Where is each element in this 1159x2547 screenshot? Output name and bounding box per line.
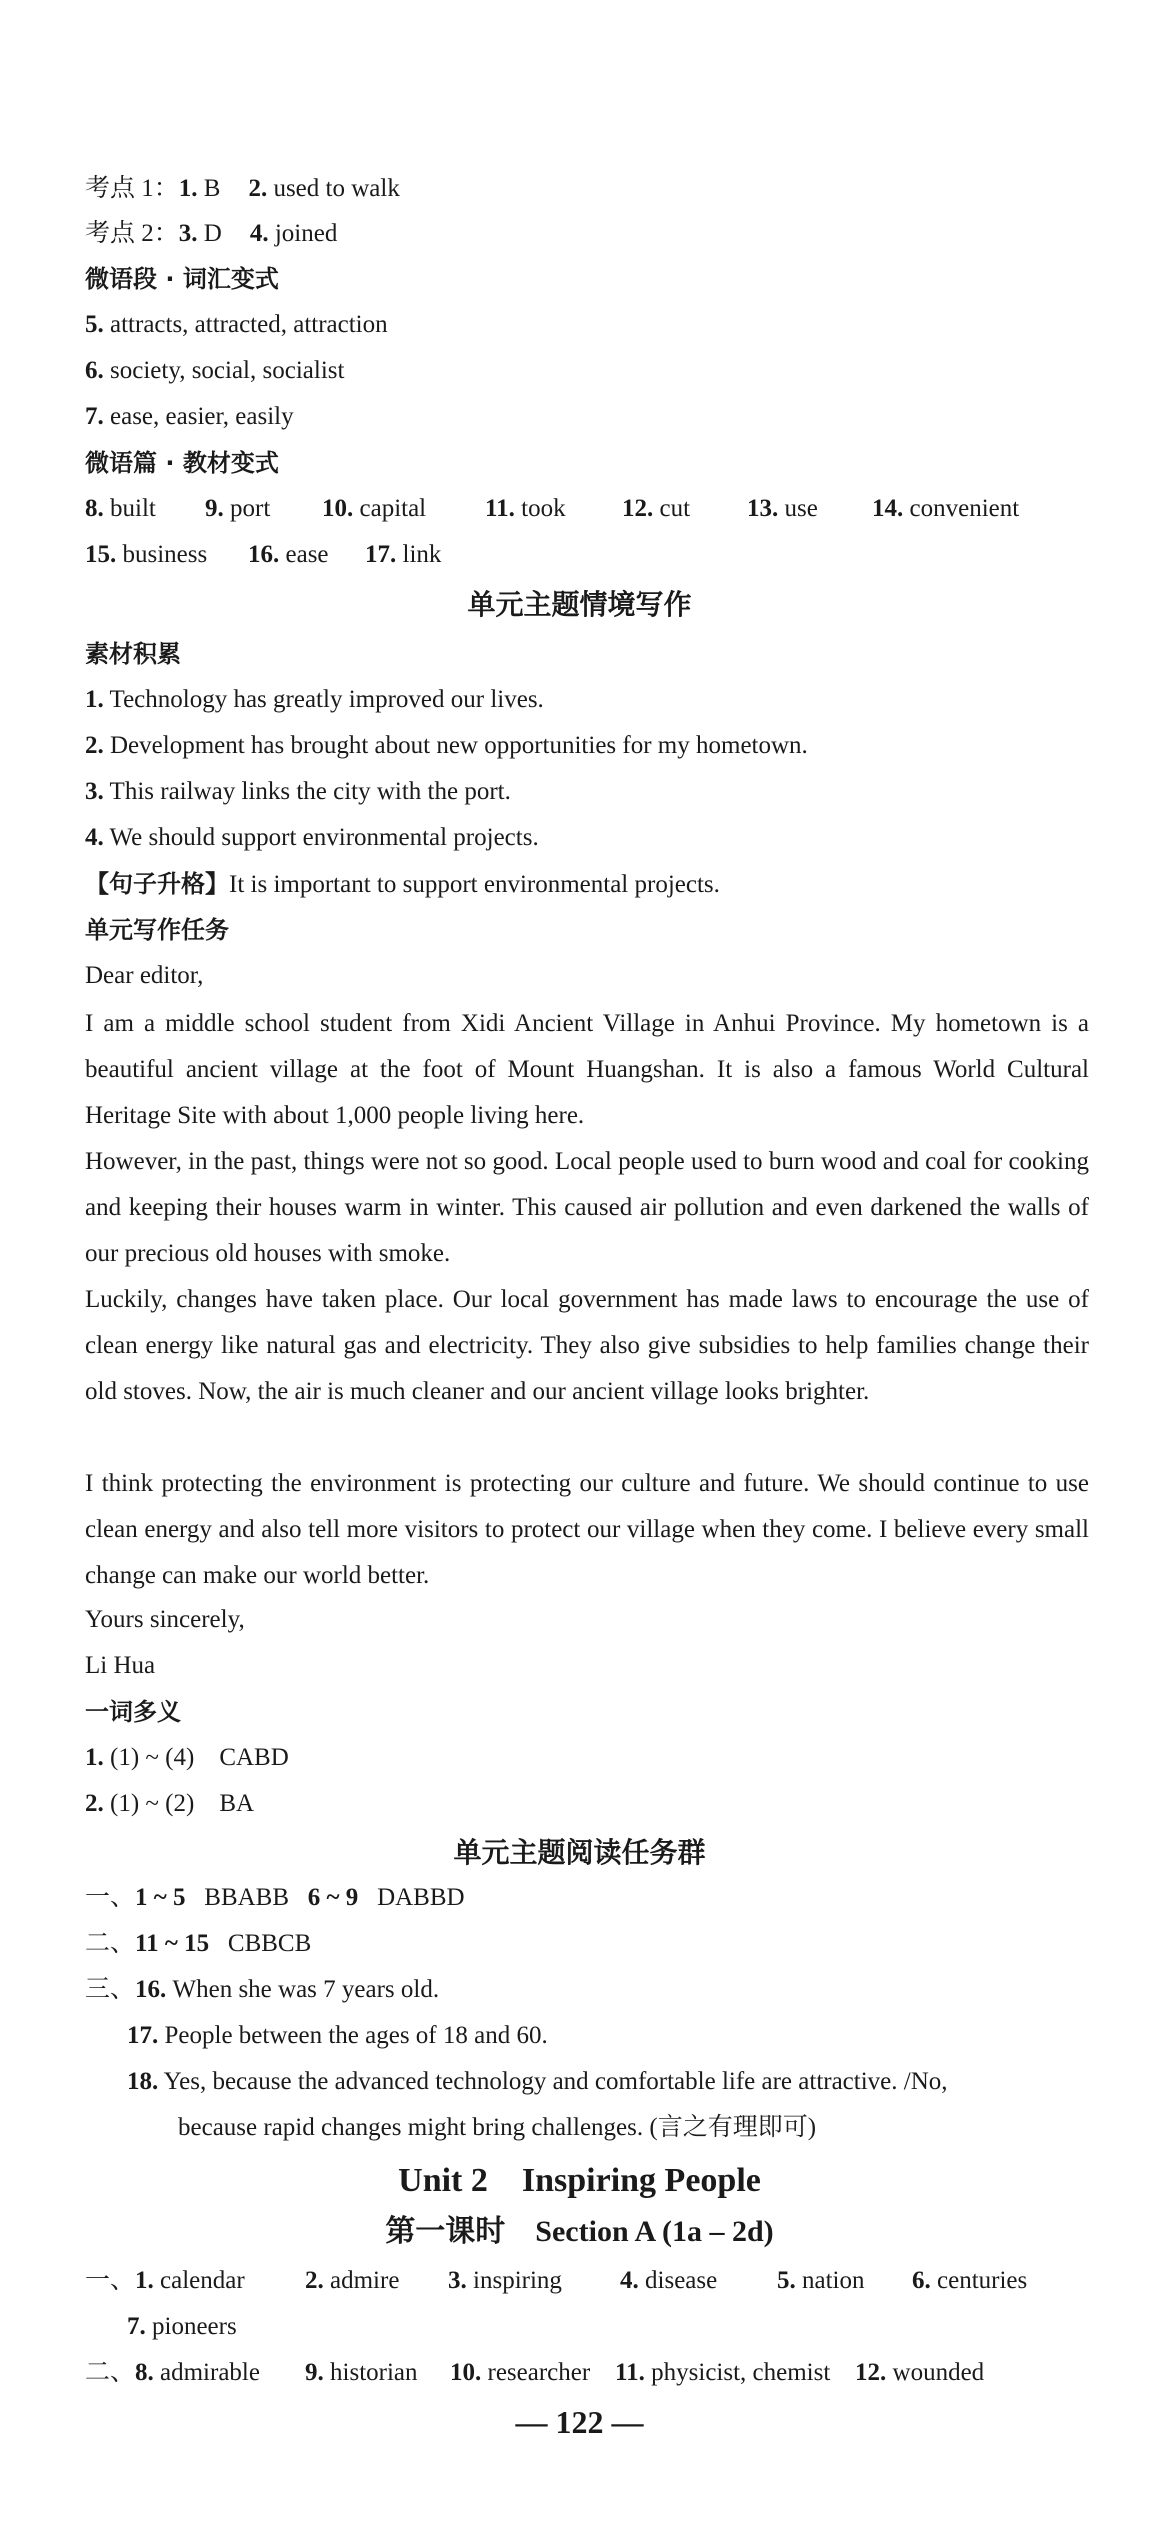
reading-line-1 — [85, 1881, 1089, 1915]
lesson-title: 第一课时 Section A (1a – 2d) — [385, 2215, 774, 2248]
reading-line-4 — [127, 2019, 1089, 2053]
heading-yici: 一词多义 — [85, 1698, 181, 1726]
item-number: 1. — [85, 686, 104, 713]
item-answer: We should support environmental projects. — [103, 824, 539, 851]
item-answer: physicist, chemist — [644, 2359, 831, 2386]
part-prefix: 一、 — [85, 2267, 136, 2294]
item-answer: admire — [323, 2267, 400, 2294]
item-answer: admirable — [153, 2359, 260, 2386]
item-answer: ease, easier, easily — [103, 403, 294, 430]
item-number: 17. — [127, 2022, 159, 2049]
item-answer: link — [396, 541, 442, 568]
item-number: 17. — [365, 541, 397, 568]
item-answer: Technology has greatly improved our lives. — [103, 686, 544, 713]
item-answer: convenient — [903, 495, 1020, 522]
item-answer: This railway links the city with the port. — [103, 778, 511, 805]
letter-paragraph-3: Luckily, changes have taken place. Our local government has made laws to encourage the use of clean energy like natural gas and electricity. They also give subsidies to help families change their old stoves. Now, the air is much cleaner and our ancient village looks brighter. — [85, 1286, 1089, 1405]
item-answer: joined — [268, 220, 338, 247]
item-number: 10. — [322, 495, 354, 522]
item-answer: business — [116, 541, 208, 568]
item-number: 13. — [747, 495, 779, 522]
kaodian-line-2 — [85, 217, 1089, 251]
item-answer: wounded — [886, 2359, 985, 2386]
kaodian-label: 考点 2： — [85, 220, 179, 247]
reading-line-5 — [127, 2065, 1089, 2099]
item-number: 3. — [178, 220, 198, 247]
heading-task: 单元写作任务 — [85, 916, 229, 944]
part-prefix: 一、 — [85, 1884, 136, 1911]
item-answer: Yes, because the advanced technology and comfortable life are attractive. /No, — [158, 2068, 948, 2095]
item-number: 2. — [305, 2267, 324, 2294]
section-writing-title: 单元主题情境写作 — [467, 588, 692, 621]
heading-sucai: 素材积累 — [85, 640, 181, 668]
heading-jiaocai: 微语篇 · 教材变式 — [85, 449, 279, 477]
item-answer: cut — [653, 495, 691, 522]
item-number: 3. — [448, 2267, 467, 2294]
item-answer: B — [197, 175, 221, 202]
letter-greeting: Dear editor, — [85, 962, 204, 989]
yici-line — [85, 1741, 1089, 1775]
yici-line — [85, 1787, 1089, 1821]
kaodian-label: 考点 1： — [85, 175, 179, 202]
item-number: 15. — [85, 541, 117, 568]
item-answer: calendar — [153, 2267, 245, 2294]
item-answer: (1) ~ (2) BA — [103, 1790, 255, 1817]
item-answer: People between the ages of 18 and 60. — [158, 2022, 548, 2049]
part-prefix: 二、 — [85, 2359, 136, 2386]
item-answer: attracts, attracted, attraction — [103, 311, 388, 338]
letter-paragraph-4: I think protecting the environment is protecting our culture and future. We should continue to use clean energy and also tell more visitors to protect our village when they come. I believe every small change can make our world better. — [85, 1470, 1089, 1589]
vocab-line-1 — [85, 2264, 1089, 2298]
jiaocai-row-2 — [85, 538, 1089, 572]
item-number: 2. — [85, 1790, 104, 1817]
item-number: 4. — [249, 220, 269, 247]
upgrade-tag: 【句子升格】 — [85, 870, 229, 898]
item-answer: inspiring — [466, 2267, 562, 2294]
item-number: 3. — [85, 778, 104, 805]
item-answer: nation — [795, 2267, 865, 2294]
item-answer: use — [778, 495, 818, 522]
item-number: 8. — [135, 2359, 154, 2386]
item-answer: historian — [323, 2359, 418, 2386]
item-answer: When she was 7 years old. — [166, 1976, 440, 2003]
item-answer: BBABB — [185, 1884, 308, 1911]
item-answer: disease — [638, 2267, 718, 2294]
item-answer: capital — [353, 495, 427, 522]
item-range: 11 ~ 15 — [135, 1930, 210, 1957]
item-number: 1. — [135, 2267, 154, 2294]
ciyu-line — [85, 400, 1089, 434]
item-number: 12. — [855, 2359, 887, 2386]
item-number: 1. — [178, 175, 198, 202]
item-number: 9. — [205, 495, 224, 522]
letter-paragraph-2: However, in the past, things were not so good. Local people used to burn wood and coal for cooking and keeping their houses warm in winter. This caused air pollution and even darkened the walls of our precious old houses with smoke. — [85, 1148, 1089, 1267]
item-answer: (1) ~ (4) CABD — [103, 1744, 289, 1771]
vocab-line-3 — [85, 2356, 1089, 2390]
item-answer: took — [514, 495, 566, 522]
kaodian-line-1 — [85, 172, 1089, 206]
item-number: 2. — [248, 175, 268, 202]
item-number: 2. — [85, 732, 104, 759]
upgrade-text: It is important to support environmental projects. — [229, 871, 720, 898]
item-number: 6. — [912, 2267, 931, 2294]
item-number: 11. — [615, 2359, 645, 2386]
item-number: 18. — [127, 2068, 159, 2095]
item-number: 14. — [872, 495, 904, 522]
vocab-line-2 — [127, 2310, 1089, 2344]
item-number: 10. — [450, 2359, 482, 2386]
item-answer: pioneers — [145, 2313, 237, 2340]
sucai-line — [85, 775, 1089, 809]
item-number: 9. — [305, 2359, 324, 2386]
part-prefix: 二、 — [85, 1930, 136, 1957]
item-number: 5. — [777, 2267, 796, 2294]
item-answer: port — [223, 495, 271, 522]
letter-paragraph-1: I am a middle school student from Xidi Ancient Village in Anhui Province. My hometown is a beautiful ancient village at the foot of Mount Huangshan. It is also a famous World Cultural Heritage Site with about 1,000 people living here. — [85, 1010, 1089, 1129]
item-answer: D — [197, 220, 222, 247]
heading-ciyu: 微语段 · 词汇变式 — [85, 265, 279, 293]
reading-line-6: because rapid changes might bring challenges. (言之有理即可) — [178, 2114, 817, 2141]
item-number: 5. — [85, 311, 104, 338]
section-reading-title: 单元主题阅读任务群 — [453, 1836, 706, 1869]
ciyu-line — [85, 354, 1089, 388]
item-answer: Development has brought about new opportunities for my hometown. — [103, 732, 808, 759]
item-answer: centuries — [930, 2267, 1028, 2294]
unit-title: Unit 2 Inspiring People — [398, 2162, 761, 2199]
sucai-line — [85, 729, 1089, 763]
item-number: 7. — [85, 403, 104, 430]
part-prefix: 三、 — [85, 1976, 136, 2003]
item-answer: CBBCB — [209, 1930, 312, 1957]
item-range: 1 ~ 5 — [135, 1884, 186, 1911]
item-number: 12. — [622, 495, 654, 522]
item-number: 6. — [85, 357, 104, 384]
reading-line-3 — [85, 1973, 1089, 2007]
item-answer: used to walk — [267, 175, 400, 202]
item-number: 4. — [85, 824, 104, 851]
item-number: 7. — [127, 2313, 146, 2340]
item-number: 8. — [85, 495, 104, 522]
item-number: 4. — [620, 2267, 639, 2294]
item-answer: ease — [279, 541, 329, 568]
item-number: 16. — [135, 1976, 167, 2003]
ciyu-line — [85, 308, 1089, 342]
item-number: 1. — [85, 1744, 104, 1771]
upgrade-line — [85, 867, 1089, 902]
letter-signature: Li Hua — [85, 1652, 156, 1679]
sucai-line — [85, 683, 1089, 717]
item-answer: DABBD — [358, 1884, 465, 1911]
item-number: 16. — [248, 541, 280, 568]
item-answer: built — [103, 495, 156, 522]
sucai-line — [85, 821, 1089, 855]
jiaocai-row-1 — [85, 492, 1089, 526]
item-answer: researcher — [481, 2359, 591, 2386]
item-number: 11. — [485, 495, 515, 522]
letter-closing: Yours sincerely, — [85, 1606, 245, 1633]
item-answer: society, social, socialist — [103, 357, 345, 384]
item-range: 6 ~ 9 — [307, 1884, 359, 1911]
page-number: — 122 — — [515, 2404, 644, 2440]
reading-line-2 — [85, 1927, 1089, 1961]
